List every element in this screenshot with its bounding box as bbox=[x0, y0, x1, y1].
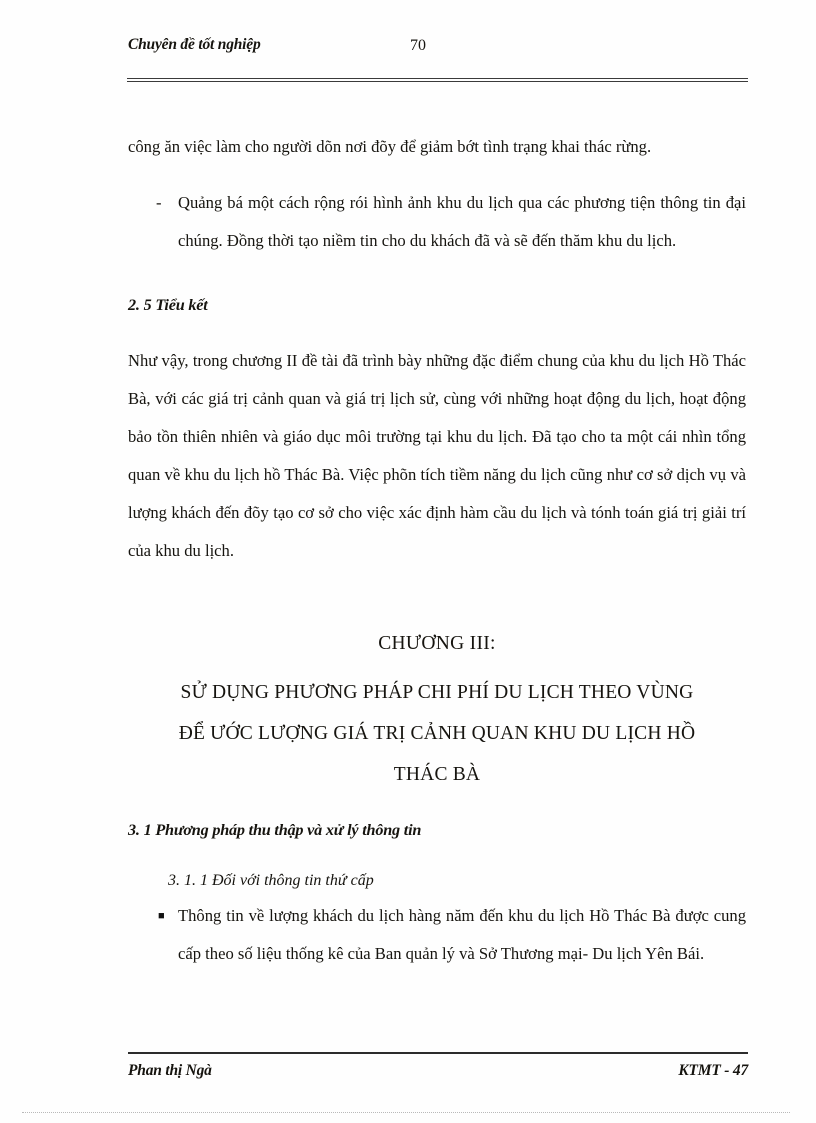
header-page-number: 70 bbox=[410, 37, 426, 54]
section-heading-2-5: 2. 5 Tiểu kết bbox=[128, 296, 208, 314]
section-2-5-paragraph: Như vậy, trong chương II đề tài đã trình bày những đặc điểm chung của khu du lịch Hồ Thác Bà, với các giá trị cảnh quan và giá trị lịch sử, cùng với những hoạt động du lịch, hoạt động bảo tồn thiên nhiên và giáo dục môi trường tại khu du lịch. Đã tạo cho ta một cái nhìn tổng quan về khu du lịch hồ Thác Bà. Việc phõn tích tiềm năng du lịch cũng như cơ sở dịch vụ và lượng khách đến đõy tạo cơ sở cho việc xác định hàm cầu du lịch và tónh toán giá trị giải trí của khu du lịch. bbox=[128, 351, 746, 560]
scan-edge-dotted-line bbox=[22, 1112, 790, 1114]
footer-author-name: Phan thị Ngà bbox=[128, 1062, 212, 1079]
section-heading-3-1: 3. 1 Phương pháp thu thập và xử lý thông tin bbox=[128, 821, 422, 839]
chapter-title-block bbox=[128, 622, 746, 795]
dash-bullet-item bbox=[128, 184, 746, 260]
page-footer bbox=[128, 1062, 748, 1088]
square-bullet-item bbox=[128, 897, 746, 973]
header-divider-rule bbox=[127, 78, 748, 82]
square-bullet-marker-icon: ■ bbox=[158, 910, 165, 922]
dash-bullet-marker-icon: - bbox=[156, 193, 162, 212]
chapter-title-line-2: ĐỂ ƯỚC LƯỢNG GIÁ TRỊ CẢNH QUAN KHU DU LỊCH HỒ bbox=[178, 723, 696, 744]
subsection-heading-3-1-1: 3. 1. 1 Đối với thông tin thứ cấp bbox=[168, 872, 374, 889]
footer-divider-rule bbox=[128, 1052, 748, 1054]
dash-bullet-text: Quảng bá một cách rộng rói hình ảnh khu du lịch qua các phương tiện thông tin đại chúng. Đồng thời tạo niềm tin cho du khách đã và sẽ đến thăm khu du lịch. bbox=[178, 193, 746, 250]
footer-class-code: KTMT - 47 bbox=[678, 1062, 748, 1079]
chapter-number-label: CHƯƠNG III: bbox=[378, 633, 496, 654]
page-content bbox=[128, 128, 746, 973]
page-header bbox=[128, 36, 748, 60]
header-document-title: Chuyên đề tốt nghiệp bbox=[128, 36, 261, 53]
chapter-title-line-1: SỬ DỤNG PHƯƠNG PHÁP CHI PHÍ DU LỊCH THEO VÙNG bbox=[180, 682, 694, 703]
chapter-title bbox=[128, 672, 746, 795]
continued-paragraph: công ăn việc làm cho người dõn nơi đõy để giảm bớt tình trạng khai thác rừng. bbox=[128, 137, 652, 156]
square-bullet-text: Thông tin về lượng khách du lịch hàng năm đến khu du lịch Hồ Thác Bà được cung cấp theo số liệu thống kê của Ban quản lý và Sở Thương mại- Du lịch Yên Bái. bbox=[178, 906, 746, 963]
chapter-title-line-3: THÁC BÀ bbox=[393, 764, 481, 785]
